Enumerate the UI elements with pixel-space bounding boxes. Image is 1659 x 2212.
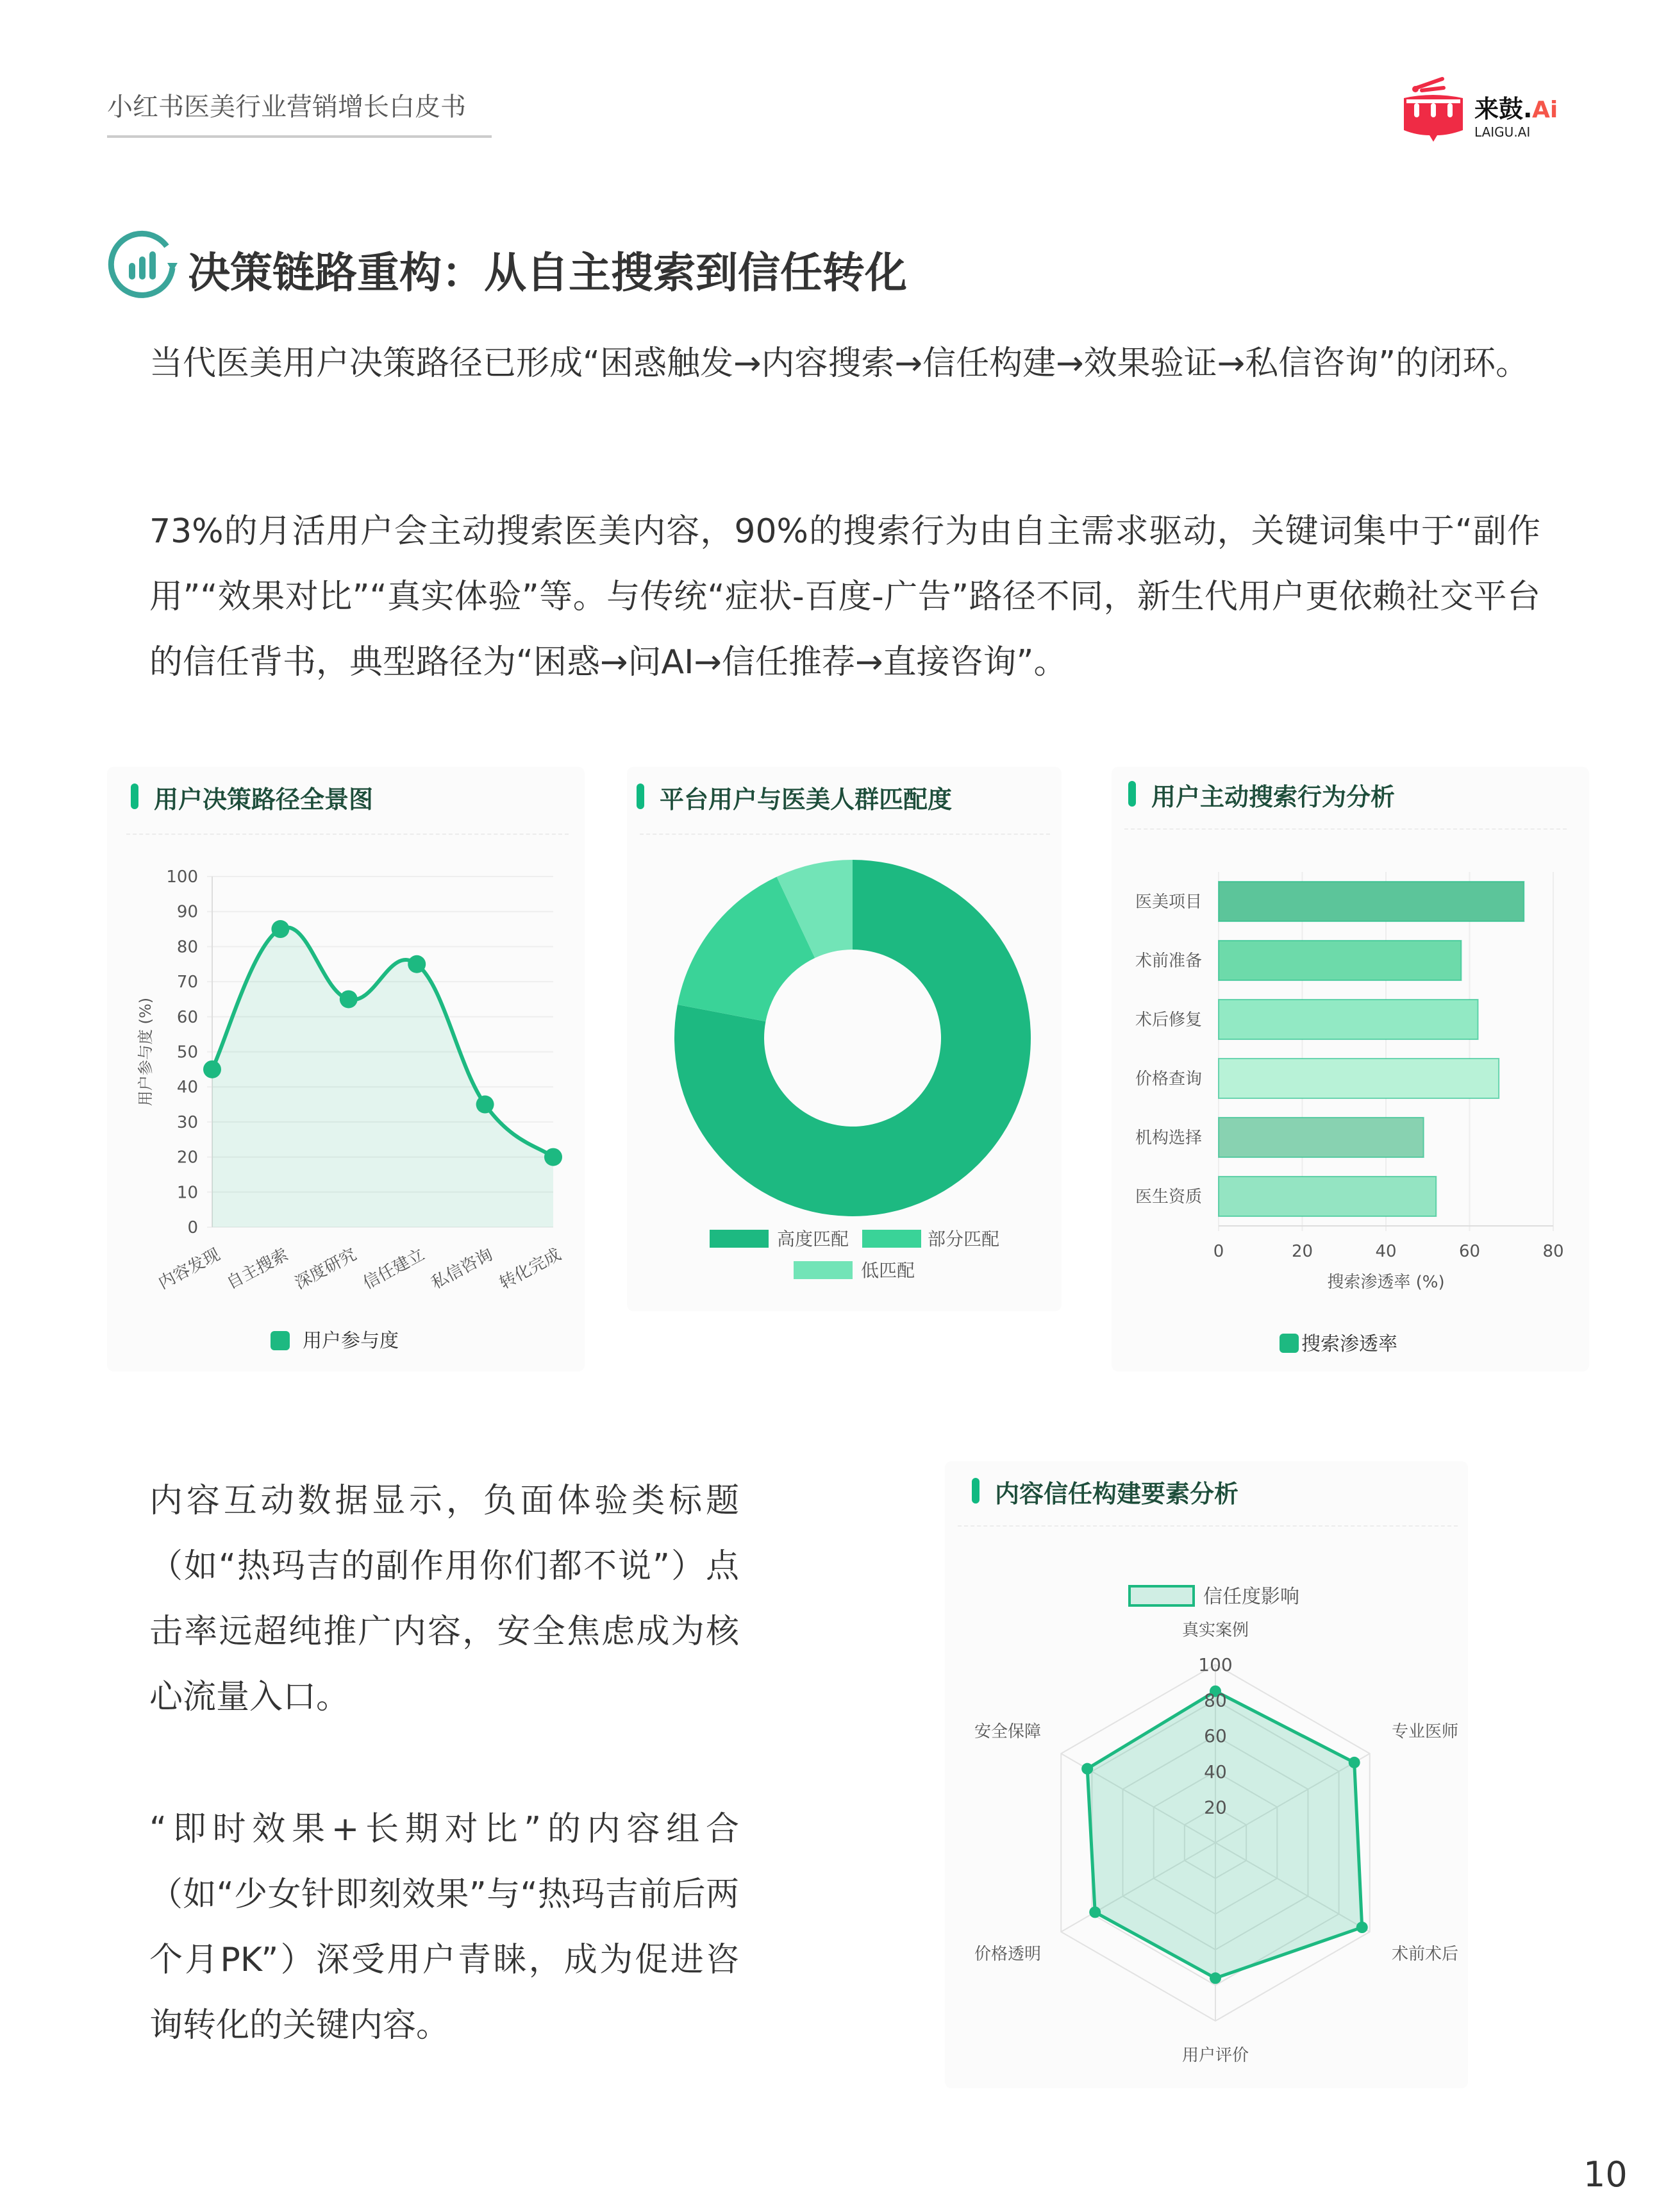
- x-tick-label: 40: [1375, 1242, 1397, 1261]
- bar: [1219, 1118, 1424, 1157]
- chart-cycle-icon: [106, 227, 180, 301]
- document-title: 小红书医美行业营销增长白皮书: [107, 92, 466, 122]
- x-tick-label: 私信咨询: [428, 1244, 496, 1294]
- paragraph-decision-path: 当代医美用户决策路径已形成“困惑触发→内容搜索→信任构建→效果验证→私信咨询”的闭环。: [149, 344, 1530, 383]
- x-tick-label: 80: [1542, 1242, 1564, 1261]
- y-tick-label: 80: [176, 937, 198, 957]
- legend-label: 搜索渗透率: [1301, 1333, 1397, 1355]
- y-axis-title: 用户参与度 (%): [137, 997, 154, 1107]
- x-tick-label: 深度研究: [292, 1244, 360, 1294]
- bar: [1219, 1000, 1478, 1039]
- r-tick-label: 60: [1204, 1725, 1227, 1747]
- axis-label: 专业医师: [1391, 1722, 1459, 1741]
- y-tick-label: 0: [187, 1218, 198, 1237]
- legend-swatch: [710, 1230, 769, 1248]
- x-tick-label: 信任建立: [360, 1244, 428, 1294]
- axis-label: 用户评价: [1181, 2046, 1249, 2065]
- legend-swatch: [1280, 1334, 1299, 1353]
- y-tick-label: 70: [176, 973, 198, 993]
- data-point: [340, 990, 358, 1008]
- x-tick-label: 自主搜索: [223, 1244, 292, 1294]
- radar-chart: [945, 1461, 1468, 2088]
- legend-label: 用户参与度: [303, 1330, 399, 1352]
- data-point: [1089, 1906, 1101, 1918]
- axis-label: 真实案例: [1181, 1621, 1249, 1640]
- axis-label: 价格透明: [974, 1945, 1042, 1964]
- chart-title: 用户决策路径全景图: [154, 780, 373, 815]
- y-tick-label: 术后修复: [1135, 1010, 1202, 1030]
- y-tick-label: 术前准备: [1135, 951, 1202, 971]
- data-point: [1356, 1922, 1368, 1933]
- r-tick-label: 20: [1204, 1797, 1227, 1818]
- y-tick-label: 医美项目: [1135, 892, 1202, 912]
- y-tick-label: 90: [176, 902, 198, 922]
- legend-swatch: [271, 1331, 290, 1350]
- r-tick-label: 80: [1204, 1689, 1227, 1711]
- section-title: 决策链路重构：从自主搜索到信任转化: [188, 248, 907, 297]
- bar: [1219, 1059, 1499, 1098]
- y-tick-label: 40: [176, 1078, 198, 1098]
- data-point: [476, 1096, 494, 1114]
- y-tick-label: 30: [176, 1112, 198, 1132]
- page-number: 10: [1583, 2154, 1628, 2195]
- data-point: [203, 1060, 221, 1078]
- y-tick-label: 60: [176, 1007, 198, 1027]
- x-tick-label: 内容发现: [155, 1244, 224, 1294]
- y-tick-label: 20: [176, 1148, 198, 1168]
- line-area-fill: [212, 927, 553, 1227]
- chart-title: 平台用户与医美人群匹配度: [660, 780, 952, 815]
- logo-brand-ai: Ai: [1532, 97, 1558, 123]
- legend-swatch: [794, 1261, 853, 1279]
- chart-title: 用户主动搜索行为分析: [1151, 777, 1395, 812]
- data-point: [1349, 1757, 1360, 1768]
- data-point: [271, 920, 289, 938]
- bar: [1219, 1177, 1436, 1216]
- legend-label: 低匹配: [861, 1260, 915, 1281]
- x-tick-label: 0: [1213, 1242, 1224, 1261]
- axis-label: 安全保障: [974, 1722, 1042, 1741]
- r-tick-label: 100: [1198, 1654, 1233, 1675]
- paragraph-content-interaction: 内容互动数据显示，负面体验类标题（如“热玛吉的副作用你们都不说”）点击率远超纯推广内容，安全焦虑成为核心流量入口。: [149, 1482, 739, 1716]
- y-tick-label: 100: [166, 867, 198, 887]
- header-divider: [107, 135, 492, 138]
- data-point: [408, 955, 426, 973]
- logo-brand-en: LAIGU.AI: [1474, 124, 1531, 140]
- y-tick-label: 价格查询: [1135, 1069, 1202, 1089]
- y-tick-label: 机构选择: [1135, 1128, 1202, 1148]
- legend-swatch: [862, 1230, 921, 1248]
- data-point: [544, 1148, 562, 1166]
- x-tick-label: 20: [1291, 1242, 1313, 1261]
- chart-title: 内容信任构建要素分析: [995, 1474, 1238, 1509]
- legend-label: 部分匹配: [928, 1228, 1000, 1250]
- y-tick-label: 10: [176, 1183, 198, 1203]
- legend-label: 信任度影响: [1203, 1586, 1299, 1608]
- bar: [1219, 941, 1461, 980]
- axis-label: 术前术后: [1391, 1945, 1459, 1964]
- paragraph-search-behavior: 73%的月活用户会主动搜索医美内容，90%的搜索行为由自主需求驱动，关键词集中于“副作用”“效果对比”“真实体验”等。与传统“症状-百度-广告”路径不同，新生代用户更依赖社交平台的信任背书，典型路径为“困惑→问AI→信任推荐→直接咨询”。: [149, 512, 1540, 682]
- x-tick-label: 转化完成: [496, 1244, 565, 1294]
- donut-chart: [627, 767, 1062, 1311]
- legend-label: 高度匹配: [777, 1228, 849, 1250]
- logo-brand-cn: 来鼓.: [1474, 95, 1533, 123]
- data-point: [1081, 1763, 1093, 1775]
- r-tick-label: 40: [1204, 1761, 1227, 1782]
- line-chart: [107, 767, 585, 1371]
- laigu-logo: [1404, 74, 1571, 144]
- data-point: [1210, 1972, 1221, 1984]
- x-tick-label: 60: [1458, 1242, 1481, 1261]
- paragraph-content-combo: “即时效果+长期对比”的内容组合（如“少女针即刻效果”与“热玛吉前后两个月PK”）深受用户青睐，成为促进咨询转化的关键内容。: [149, 1810, 739, 2045]
- drum-logo-icon: [1404, 74, 1571, 144]
- x-axis-title: 搜索渗透率 (%): [1327, 1273, 1445, 1292]
- bar-chart: [1112, 767, 1589, 1371]
- bar: [1219, 882, 1524, 921]
- y-tick-label: 50: [176, 1043, 198, 1062]
- legend-swatch: [1130, 1586, 1194, 1605]
- y-tick-label: 医生资质: [1135, 1187, 1202, 1207]
